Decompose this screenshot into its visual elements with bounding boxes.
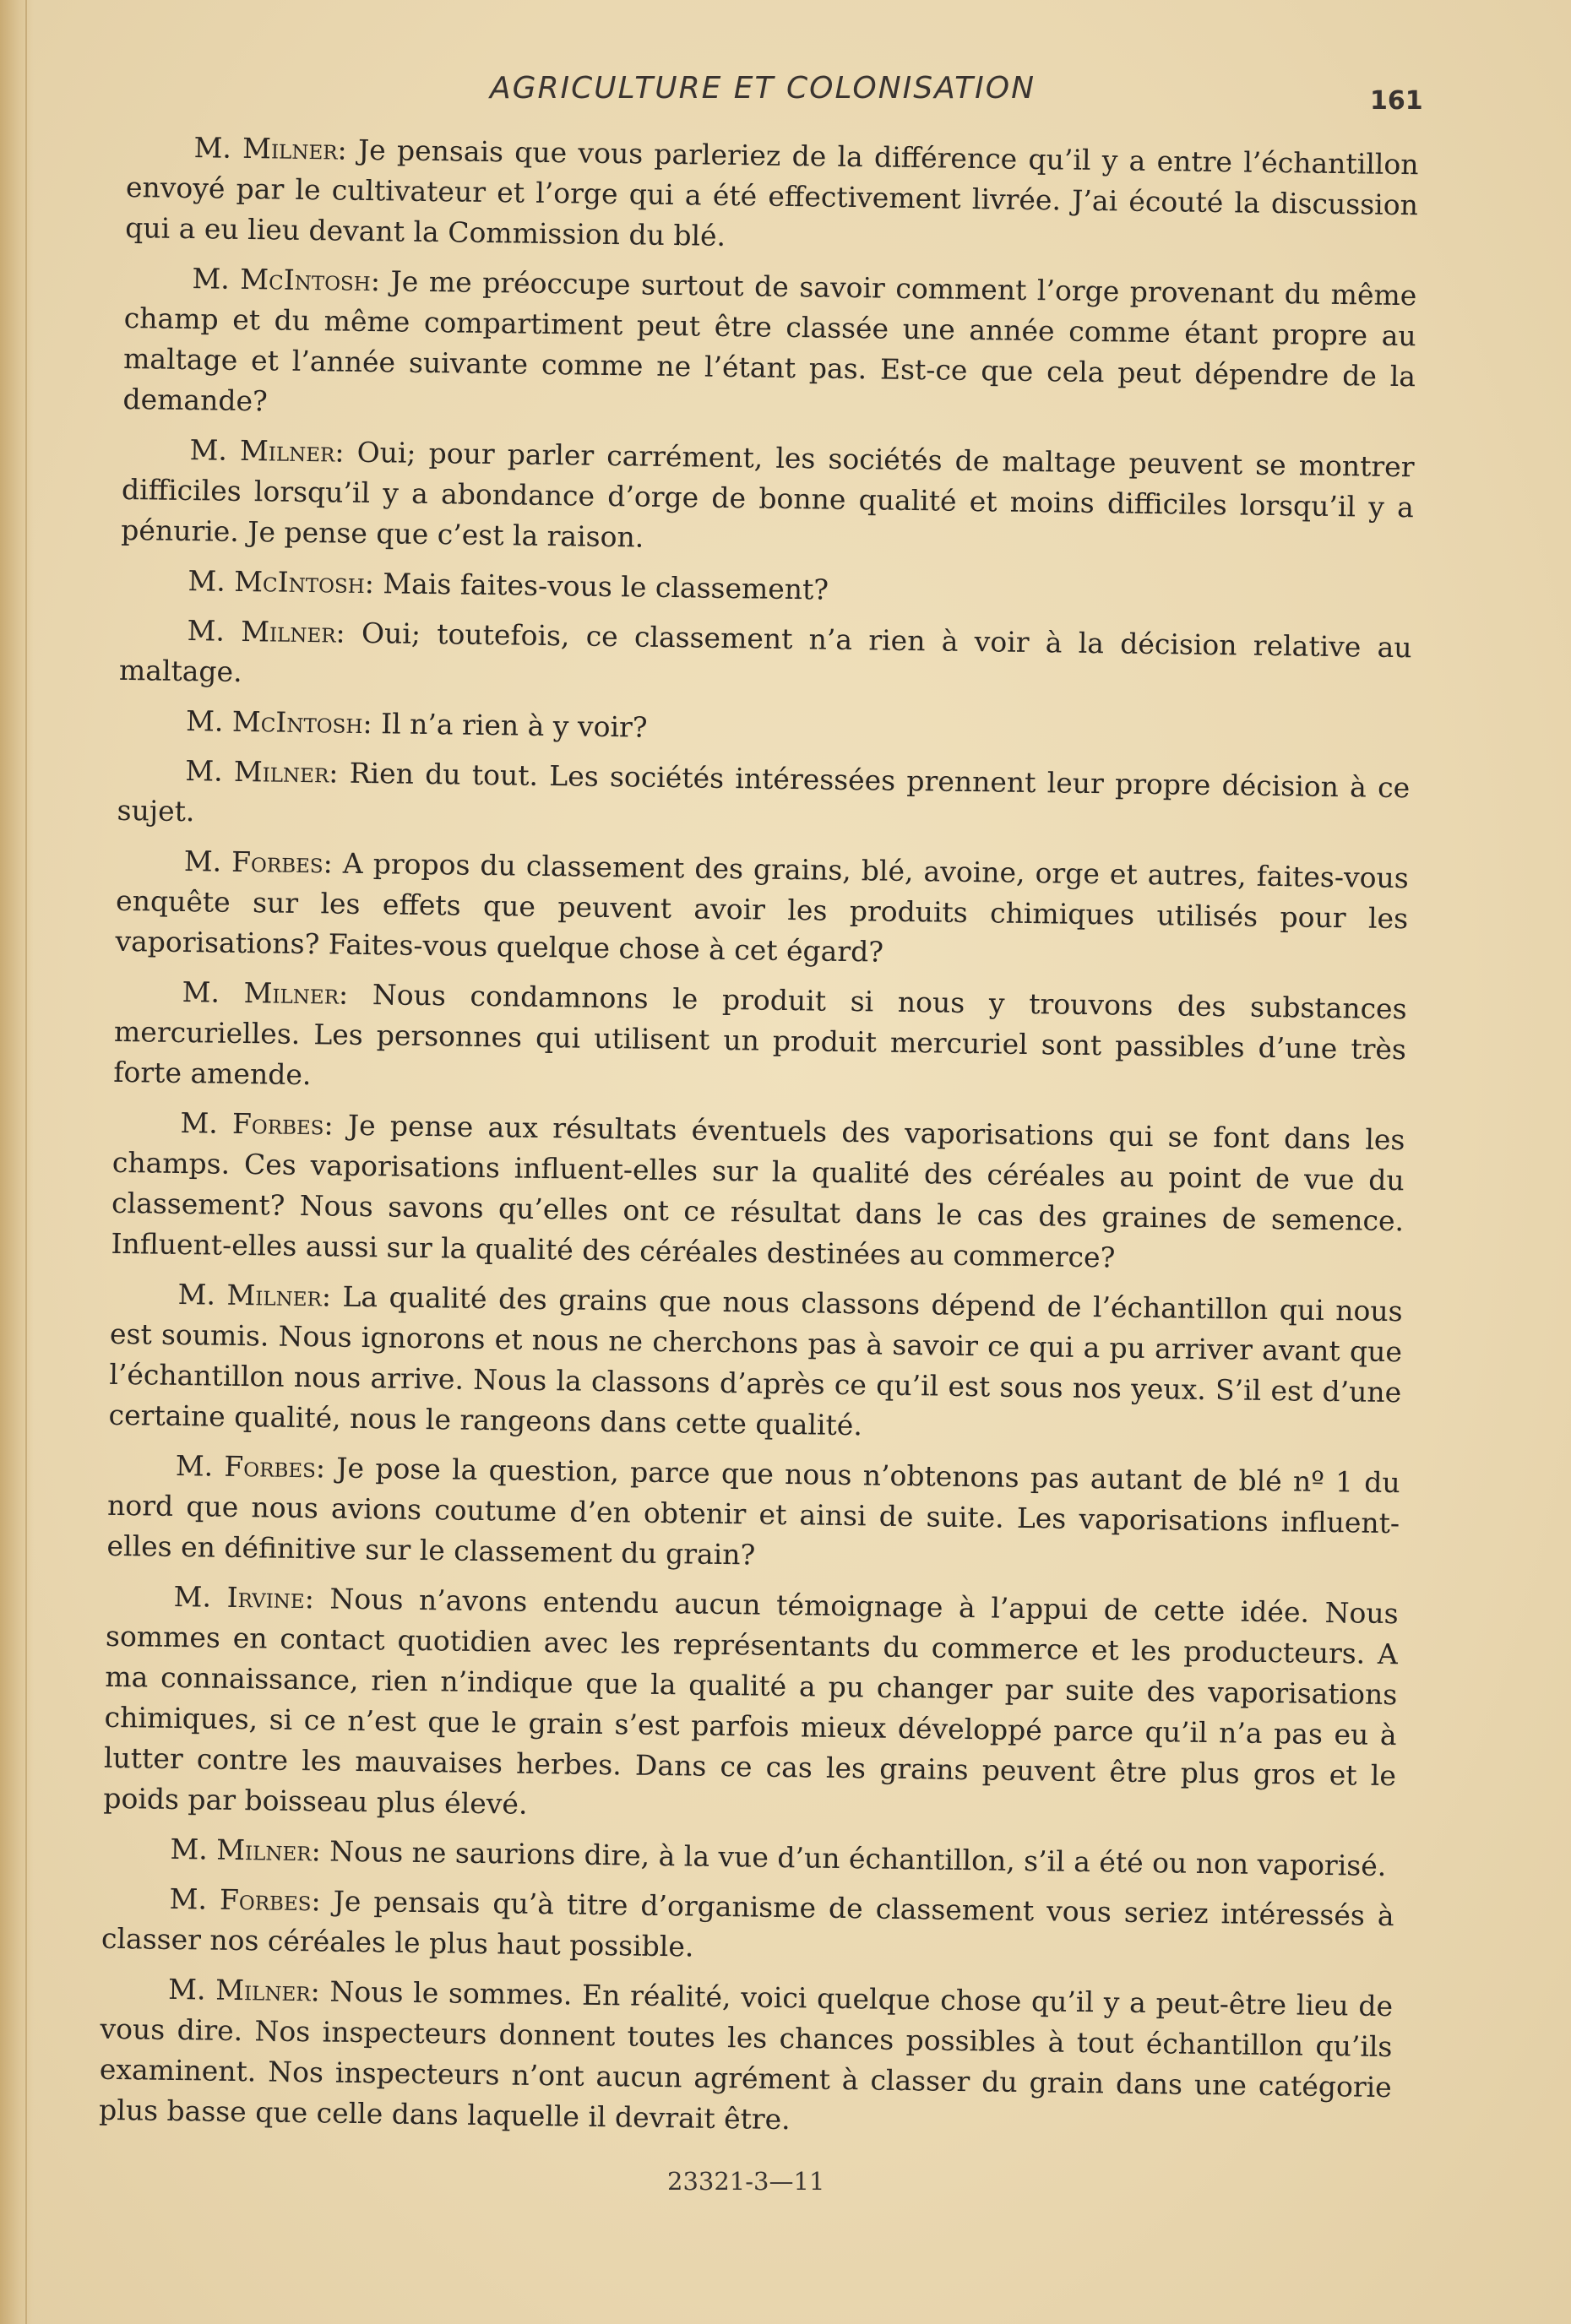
paragraph-text: Oui; toutefois, ce classement n’a rien à voir à la décision relative au maltage. [118, 616, 1412, 688]
paragraph-text: La qualité des grains que nous classons dépend de l’échantillon qui nous est soumis. Nous ignorons et nous ne cherchons pas à savoir ce qui a pu arriver avant que l’échantillon nous arrive. Nous la classons d’après ce qu’il est sous nos yeux. S’il est d’une certaine qualité, nous le rangeons dans cette qualité. [108, 1279, 1403, 1442]
speaker-name: M. McIntosh: [188, 564, 375, 600]
speaker-name: M. Milner: [177, 1277, 332, 1313]
speaker-name: M. Forbes: [183, 844, 334, 880]
paragraph [119, 610, 1412, 709]
paragraph [102, 1828, 1395, 1887]
paragraph-text: A propos du classement des grains, blé, avoine, orge et autres, faites-vous enquête sur les effets que peuvent avoir les produits chimiques utilisés pour les vaporisations? Faites-vous quelque chose à cet égard? [115, 846, 1410, 969]
paragraph [103, 1576, 1399, 1837]
paragraph [118, 700, 1411, 758]
paragraph [111, 1102, 1405, 1282]
paragraph [125, 127, 1419, 266]
paragraph [99, 1968, 1394, 2148]
paragraph [117, 750, 1410, 849]
paragraph-text: Je pensais qu’à titre d’organisme de classement vous seriez intéressés à classer nos céréales le plus haut possible. [101, 1884, 1394, 1963]
paragraph [106, 1445, 1400, 1584]
speaker-name: M. Milner: [193, 131, 347, 166]
speaker-name: M. Forbes: [180, 1106, 334, 1142]
paragraph [101, 1878, 1394, 1977]
paragraph [121, 429, 1415, 568]
speaker-name: M. Milner: [185, 754, 339, 790]
paragraph-text: Je pensais que vous parleriez de la différence qu’il y a entre l’échantillon envoyé par le cultivateur et l’orge qui a été effectivement livrée. J’ai écouté la discussion qui a eu lieu devant la Commission du blé. [125, 133, 1419, 252]
transcript-body [99, 127, 1419, 2158]
paragraph [115, 840, 1409, 980]
paragraph-text: Je pose la question, parce que nous n’obtenons pas autant de blé nº 1 du nord que nous avions coutume d’en obtenir et ainsi de suite. Les vaporisations influent-elles en définitive sur le classement du grain? [106, 1451, 1400, 1572]
page-binding-edge [0, 0, 34, 2324]
speaker-name: M. Milner: [189, 433, 345, 469]
speaker-name: M. Irvine: [173, 1579, 315, 1615]
page-number: 161 [1370, 86, 1423, 116]
paragraph [108, 1273, 1403, 1453]
speaker-name: M. Milner: [187, 614, 345, 649]
speaker-name: M. Forbes: [169, 1881, 321, 1918]
speaker-name: M. McIntosh: [192, 262, 381, 298]
paragraph-text: Mais faites-vous le classement? [373, 567, 829, 606]
paragraph-text: Je me préoccupe surtout de savoir comment l’orge provenant du même champ et du même compartiment peut être classée une année comme étant propre au maltage et l’année suivante comme ne l’étant pas. Est-ce que cela peut dépendre de la demande? [122, 264, 1417, 418]
paragraph [113, 971, 1407, 1110]
paragraph [120, 560, 1413, 618]
speaker-name: M. McIntosh: [185, 704, 372, 741]
paragraph-text: Oui; pour parler carrément, les sociétés de maltage peuvent se montrer difficiles lorsqu’il y a abondance d’orge de bonne qualité et moins difficiles lorsqu’il y a pénurie. Je pense que c’est la raison. [121, 435, 1415, 554]
paragraph-text: Nous n’avons entendu aucun témoignage à l’appui de cette idée. Nous sommes en contact quotidien avec les représentants du commerce et les producteurs. A ma connaissance, rien n’indique que la qualité a pu changer par suite des vaporisations chimiques, si ce n’est que le grain s’est parfois mieux développé parce qu’il n’a pas eu à lutter contre les mauvaises herbes. Dans ce cas les grains peuvent être plus gros et le poids par boisseau plus élevé. [103, 1582, 1399, 1821]
paragraph-text: Je pense aux résultats éventuels des vaporisations qui se font dans les champs. Ces vaporisations influent-elles sur la qualité des céréales au point de vue du classement? Nous savons qu’elles ont ce résultat dans le cas des graines de semence. Influent-elles aussi sur la qualité des céréales destinées au commerce? [111, 1108, 1405, 1274]
speaker-name: M. Milner: [167, 1972, 321, 2008]
speaker-name: M. Milner: [170, 1832, 322, 1868]
paragraph [122, 258, 1417, 437]
paragraph-text: Il n’a rien à y voir? [372, 707, 648, 744]
paragraph-text: Nous ne saurions dire, à la vue d’un échantillon, s’il a été ou non vaporisé. [320, 1834, 1387, 1883]
speaker-name: M. Forbes: [175, 1448, 326, 1485]
paragraph-text: Nous le sommes. En réalité, voici quelque chose qu’il y a peut-être lieu de vous dire. Nos inspecteurs donnent toutes les chances possibles à tout échantillon qu’ils examinent. Nos inspecteurs n’ont aucun agrément à classer du grain dans une catégorie plus basse que celle dans laquelle il devrait être. [98, 1974, 1394, 2137]
speaker-name: M. Milner: [182, 975, 349, 1011]
signature-mark: 23321-3—11 [667, 2167, 825, 2196]
paragraph-text: Rien du tout. Les sociétés intéressées prennent leur propre décision à ce sujet. [117, 756, 1411, 828]
paragraph-text: Nous condamnons le produit si nous y trouvons des substances mercurielles. Les personnes qui utilisent un produit mercuriel sont passibles d’une très forte amende. [113, 977, 1407, 1092]
page-binding-line [25, 0, 27, 2324]
running-title: AGRICULTURE ET COLONISATION [490, 71, 1036, 106]
